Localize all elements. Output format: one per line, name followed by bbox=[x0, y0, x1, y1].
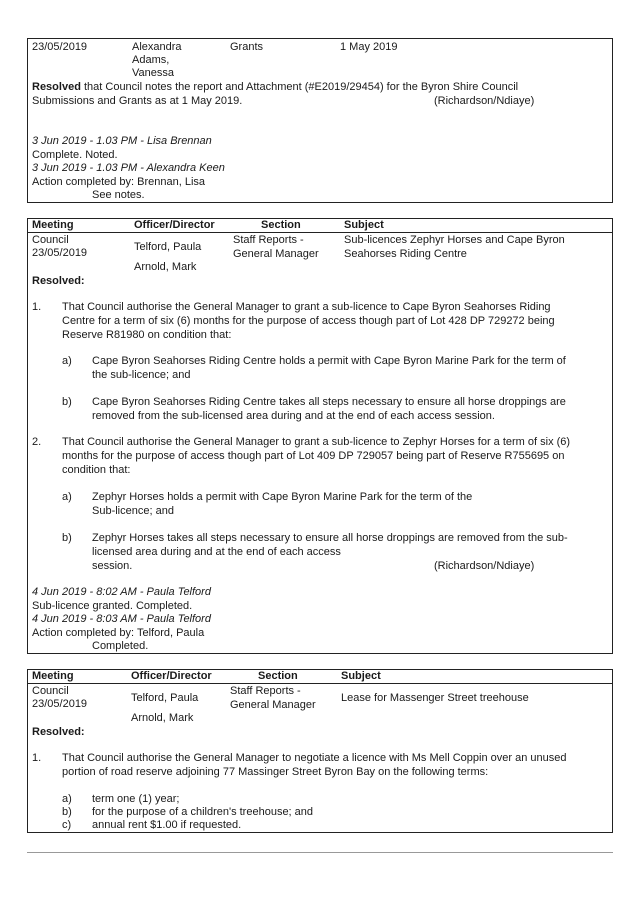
term-text: term one (1) year; bbox=[92, 793, 180, 805]
note-line: Action completed by: Brennan, Lisa bbox=[32, 176, 206, 188]
sub-item-line: the sub-licence; and bbox=[92, 369, 191, 381]
note-line: 3 Jun 2019 - 1.03 PM - Lisa Brennan bbox=[32, 135, 212, 147]
item-line: That Council authorise the General Manager to grant a sub-licence to Zephyr Horses for a term of six (6) bbox=[62, 436, 571, 448]
resolution-text: that Council notes the report and Attachment (#E2019/29454) for the Byron Shire Council bbox=[80, 81, 519, 93]
item-line: That Council authorise the General Manager to grant a sub-licence to Cape Byron Seahorses Riding bbox=[62, 301, 551, 313]
item-number: 2. bbox=[32, 436, 42, 448]
term-number: c) bbox=[62, 819, 72, 831]
note-tail: Completed. bbox=[92, 640, 149, 652]
resolution-line bbox=[32, 81, 518, 94]
term-number: b) bbox=[62, 806, 72, 818]
item-line: That Council authorise the General Manager to negotiate a licence with Ms Mell Coppin over an unused bbox=[62, 752, 567, 764]
officer-name: Telford, Paula bbox=[131, 692, 199, 704]
sub-item-line: Cape Byron Seahorses Riding Centre holds a permit with Cape Byron Marine Park for the term of bbox=[92, 355, 566, 367]
note-line: Action completed by: Telford, Paula bbox=[32, 627, 205, 639]
note-line: 3 Jun 2019 - 1.03 PM - Alexandra Keen bbox=[32, 162, 225, 174]
section-name: Grants bbox=[230, 41, 264, 53]
resolved-label: Resolved: bbox=[32, 726, 85, 738]
footer-divider bbox=[27, 852, 613, 853]
item-line: condition that: bbox=[62, 464, 131, 476]
record-block-treehouse-lease bbox=[27, 669, 613, 833]
meeting-line: 23/05/2019 bbox=[32, 698, 88, 710]
director-name: Arnold, Mark bbox=[134, 261, 197, 273]
item-line: months for the purpose of access though part of Lot 409 DP 729057 being part of Reserve R755695 on bbox=[62, 450, 565, 462]
sub-item-line: Sub-licence; and bbox=[92, 505, 174, 517]
resolved-label: Resolved: bbox=[32, 275, 85, 287]
sub-item-line: removed from the sub-licensed area during and at the end of each access session. bbox=[92, 410, 495, 422]
sub-item-line: session. bbox=[92, 560, 133, 572]
section-line: Staff Reports - bbox=[233, 234, 304, 246]
record-block-grants bbox=[27, 38, 613, 203]
sub-item-number: b) bbox=[62, 396, 72, 408]
director-name: Arnold, Mark bbox=[131, 712, 194, 724]
term-text: for the purpose of a children's treehouse; and bbox=[92, 806, 314, 818]
meeting-line: Council bbox=[32, 685, 69, 697]
header-subject: Subject bbox=[344, 219, 384, 231]
item-line: Reserve R81980 on condition that: bbox=[62, 329, 232, 341]
table-header-row bbox=[28, 670, 612, 684]
item-line: Centre for a term of six (6) months for the purpose of access though part of Lot 428 DP 729272 being bbox=[62, 315, 555, 327]
item-line: portion of road reserve adjoining 77 Massinger Street Byron Bay on the following terms: bbox=[62, 766, 489, 778]
resolution-line: Submissions and Grants as at 1 May 2019. bbox=[32, 95, 243, 107]
header-section: Section bbox=[258, 670, 298, 682]
subject-text: 1 May 2019 bbox=[340, 41, 398, 53]
subject-line: Sub-licences Zephyr Horses and Cape Byron bbox=[344, 234, 565, 246]
note-line: Complete. Noted. bbox=[32, 149, 118, 161]
note-line: 4 Jun 2019 - 8:02 AM - Paula Telford bbox=[32, 586, 211, 598]
table-header-row bbox=[28, 219, 612, 233]
sub-item-line: Cape Byron Seahorses Riding Centre takes all steps necessary to ensure all horse droppings are bbox=[92, 396, 566, 408]
sub-item-line: Zephyr Horses takes all steps necessary to ensure all horse droppings are removed from the sub- bbox=[92, 532, 568, 544]
subject-text: Lease for Massenger Street treehouse bbox=[341, 692, 529, 704]
term-text: annual rent $1.00 if requested. bbox=[92, 819, 242, 831]
header-meeting: Meeting bbox=[32, 219, 74, 231]
sub-item-number: b) bbox=[62, 532, 72, 544]
officer-name-line: Vanessa bbox=[132, 67, 174, 79]
section-line: General Manager bbox=[230, 699, 316, 711]
officer-name-line: Alexandra bbox=[132, 41, 182, 53]
subject-line: Seahorses Riding Centre bbox=[344, 248, 467, 260]
officer-name-line: Adams, bbox=[132, 54, 170, 66]
section-line: General Manager bbox=[233, 248, 319, 260]
term-number: a) bbox=[62, 793, 72, 805]
header-officer: Officer/Director bbox=[134, 219, 215, 231]
item-number: 1. bbox=[32, 301, 42, 313]
officer-name: Telford, Paula bbox=[134, 241, 202, 253]
section-line: Staff Reports - bbox=[230, 685, 301, 697]
mover-seconder: (Richardson/Ndiaye) bbox=[434, 560, 535, 572]
header-section: Section bbox=[261, 219, 301, 231]
note-tail: See notes. bbox=[92, 189, 145, 201]
meeting-line: 23/05/2019 bbox=[32, 247, 88, 259]
sub-item-number: a) bbox=[62, 491, 72, 503]
item-number: 1. bbox=[32, 752, 42, 764]
header-subject: Subject bbox=[341, 670, 381, 682]
sub-item-number: a) bbox=[62, 355, 72, 367]
note-line: 4 Jun 2019 - 8:03 AM - Paula Telford bbox=[32, 613, 211, 625]
note-line: Sub-licence granted. Completed. bbox=[32, 600, 193, 612]
sub-item-line: licensed area during and at the end of each access bbox=[92, 546, 341, 558]
meeting-date: 23/05/2019 bbox=[32, 41, 88, 53]
resolved-word: Resolved bbox=[32, 81, 81, 93]
header-officer: Officer/Director bbox=[131, 670, 212, 682]
sub-item-line: Zephyr Horses holds a permit with Cape Byron Marine Park for the term of the bbox=[92, 491, 473, 503]
header-meeting: Meeting bbox=[32, 670, 74, 682]
mover-seconder: (Richardson/Ndiaye) bbox=[434, 95, 535, 107]
meeting-line: Council bbox=[32, 234, 69, 246]
record-block-sub-licences bbox=[27, 218, 613, 654]
